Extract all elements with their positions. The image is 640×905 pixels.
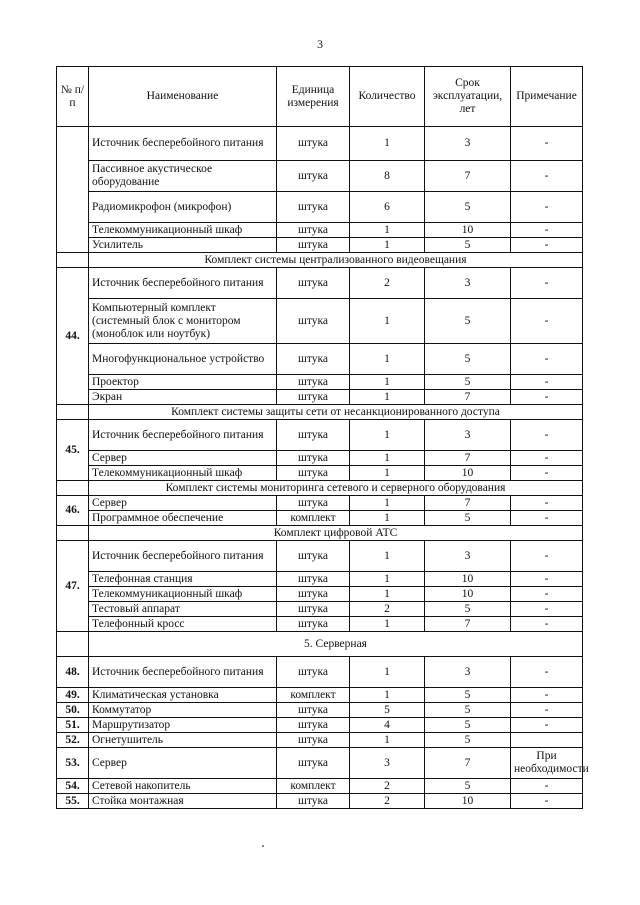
item-note: - <box>511 688 583 703</box>
item-unit: штука <box>277 161 350 192</box>
section-row <box>57 481 583 496</box>
item-note <box>511 733 583 748</box>
item-unit: штука <box>277 617 350 632</box>
item-unit: комплект <box>277 688 350 703</box>
item-service-life: 7 <box>425 161 511 192</box>
table-row <box>57 587 583 602</box>
item-name: Радиомикрофон (микрофон) <box>89 192 277 223</box>
item-quantity: 1 <box>350 688 425 703</box>
item-quantity: 1 <box>350 344 425 375</box>
item-name: Стойка монтажная <box>89 794 277 809</box>
item-unit: комплект <box>277 779 350 794</box>
item-service-life: 5 <box>425 602 511 617</box>
item-note: - <box>511 617 583 632</box>
item-note: - <box>511 496 583 511</box>
item-name: Маршрутизатор <box>89 718 277 733</box>
table-row <box>57 748 583 779</box>
table-row <box>57 344 583 375</box>
item-note: - <box>511 794 583 809</box>
row-number: 51. <box>57 718 89 733</box>
item-note: - <box>511 572 583 587</box>
scan-speck <box>262 845 264 847</box>
table-row <box>57 511 583 526</box>
table-row <box>57 602 583 617</box>
item-quantity: 5 <box>350 703 425 718</box>
item-unit: штука <box>277 344 350 375</box>
section-title: Комплект системы мониторинга сетевого и серверного оборудования <box>89 481 583 496</box>
item-quantity: 1 <box>350 511 425 526</box>
item-quantity: 1 <box>350 587 425 602</box>
item-service-life: 5 <box>425 718 511 733</box>
item-service-life: 5 <box>425 299 511 344</box>
row-number: 54. <box>57 779 89 794</box>
item-service-life: 3 <box>425 268 511 299</box>
item-unit: штука <box>277 223 350 238</box>
section-title: Комплект системы централизованного видеовещания <box>89 253 583 268</box>
equipment-table <box>56 66 589 809</box>
row-number <box>57 526 89 541</box>
item-name: Климатическая установка <box>89 688 277 703</box>
table-header-row <box>57 67 583 127</box>
item-name: Компьютерный комплект (системный блок с монитором (моноблок или ноутбук) <box>89 299 277 344</box>
item-note: - <box>511 420 583 451</box>
table-row <box>57 161 583 192</box>
item-unit: штука <box>277 541 350 572</box>
item-unit: штука <box>277 390 350 405</box>
item-quantity: 1 <box>350 375 425 390</box>
item-name: Сетевой накопитель <box>89 779 277 794</box>
row-number <box>57 632 89 657</box>
row-number: 47. <box>57 541 89 632</box>
item-service-life: 3 <box>425 127 511 161</box>
item-service-life: 5 <box>425 344 511 375</box>
item-name: Телефонная станция <box>89 572 277 587</box>
item-service-life: 5 <box>425 688 511 703</box>
item-name: Источник бесперебойного питания <box>89 420 277 451</box>
item-unit: штука <box>277 127 350 161</box>
item-note: - <box>511 344 583 375</box>
section-title: Комплект цифровой АТС <box>89 526 583 541</box>
item-note: - <box>511 192 583 223</box>
table-row <box>57 794 583 809</box>
table-row <box>57 238 583 253</box>
item-name: Источник бесперебойного питания <box>89 268 277 299</box>
item-quantity: 1 <box>350 127 425 161</box>
table-row <box>57 617 583 632</box>
item-name: Источник бесперебойного питания <box>89 541 277 572</box>
header-unit: Единица измерения <box>277 67 350 127</box>
item-name: Сервер <box>89 451 277 466</box>
item-name: Источник бесперебойного питания <box>89 657 277 688</box>
item-note: - <box>511 779 583 794</box>
item-note: - <box>511 390 583 405</box>
item-note: - <box>511 541 583 572</box>
header-num: № п/п <box>57 67 89 127</box>
item-name: Телекоммуникационный шкаф <box>89 223 277 238</box>
item-note: - <box>511 703 583 718</box>
item-unit: штука <box>277 587 350 602</box>
header-term: Срок эксплуатации, лет <box>425 67 511 127</box>
item-quantity: 3 <box>350 748 425 779</box>
table-row <box>57 223 583 238</box>
item-unit: штука <box>277 238 350 253</box>
row-number <box>57 127 89 253</box>
item-service-life: 5 <box>425 733 511 748</box>
table-row <box>57 375 583 390</box>
row-number: 45. <box>57 420 89 481</box>
item-unit: штука <box>277 268 350 299</box>
item-quantity: 2 <box>350 602 425 617</box>
item-quantity: 1 <box>350 299 425 344</box>
item-note: - <box>511 238 583 253</box>
item-service-life: 10 <box>425 572 511 587</box>
page-number: 3 <box>317 37 323 51</box>
item-quantity: 1 <box>350 617 425 632</box>
item-quantity: 1 <box>350 657 425 688</box>
section-row <box>57 632 583 657</box>
item-service-life: 10 <box>425 794 511 809</box>
item-unit: штука <box>277 657 350 688</box>
item-name: Проектор <box>89 375 277 390</box>
item-quantity: 2 <box>350 268 425 299</box>
item-name: Пассивное акустическое оборудование <box>89 161 277 192</box>
row-number: 50. <box>57 703 89 718</box>
item-service-life: 7 <box>425 390 511 405</box>
row-number: 46. <box>57 496 89 526</box>
table-row <box>57 703 583 718</box>
item-quantity: 1 <box>350 223 425 238</box>
item-service-life: 10 <box>425 223 511 238</box>
item-service-life: 5 <box>425 192 511 223</box>
item-note: - <box>511 657 583 688</box>
item-service-life: 7 <box>425 617 511 632</box>
item-unit: штука <box>277 602 350 617</box>
row-number: 52. <box>57 733 89 748</box>
table-row <box>57 127 583 161</box>
item-name: Экран <box>89 390 277 405</box>
item-quantity: 1 <box>350 733 425 748</box>
row-number <box>57 481 89 496</box>
table-row <box>57 688 583 703</box>
table-row <box>57 541 583 572</box>
item-service-life: 5 <box>425 703 511 718</box>
item-name: Коммутатор <box>89 703 277 718</box>
item-name: Огнетушитель <box>89 733 277 748</box>
item-service-life: 3 <box>425 657 511 688</box>
item-note: При необходимости <box>511 748 583 779</box>
table-row <box>57 718 583 733</box>
item-service-life: 3 <box>425 541 511 572</box>
item-quantity: 1 <box>350 466 425 481</box>
item-note: - <box>511 223 583 238</box>
table-row <box>57 733 583 748</box>
section-row <box>57 253 583 268</box>
item-quantity: 1 <box>350 238 425 253</box>
item-unit: штука <box>277 192 350 223</box>
section-row <box>57 405 583 420</box>
item-note: - <box>511 127 583 161</box>
table-row <box>57 657 583 688</box>
item-service-life: 10 <box>425 587 511 602</box>
table-body <box>57 127 589 809</box>
row-number: 44. <box>57 268 89 405</box>
table-row <box>57 299 583 344</box>
item-quantity: 2 <box>350 794 425 809</box>
item-quantity: 1 <box>350 496 425 511</box>
row-number: 48. <box>57 657 89 688</box>
item-service-life: 7 <box>425 451 511 466</box>
table-row <box>57 390 583 405</box>
item-note: - <box>511 511 583 526</box>
item-quantity: 8 <box>350 161 425 192</box>
header-note: Примечание <box>511 67 583 127</box>
item-quantity: 1 <box>350 390 425 405</box>
item-unit: штука <box>277 375 350 390</box>
item-name: Сервер <box>89 496 277 511</box>
table-row <box>57 451 583 466</box>
item-name: Многофункциональное устройство <box>89 344 277 375</box>
item-note: - <box>511 718 583 733</box>
item-quantity: 2 <box>350 779 425 794</box>
item-quantity: 1 <box>350 451 425 466</box>
table-row <box>57 192 583 223</box>
item-unit: штука <box>277 420 350 451</box>
item-unit: штука <box>277 703 350 718</box>
item-note: - <box>511 587 583 602</box>
item-service-life: 5 <box>425 238 511 253</box>
row-number: 53. <box>57 748 89 779</box>
item-name: Источник бесперебойного питания <box>89 127 277 161</box>
item-unit: штука <box>277 451 350 466</box>
item-note: - <box>511 375 583 390</box>
item-note: - <box>511 466 583 481</box>
item-name: Сервер <box>89 748 277 779</box>
item-name: Телекоммуникационный шкаф <box>89 466 277 481</box>
table-row <box>57 496 583 511</box>
item-unit: штука <box>277 299 350 344</box>
item-name: Программное обеспечение <box>89 511 277 526</box>
section-title: 5. Серверная <box>89 632 583 657</box>
item-name: Тестовый аппарат <box>89 602 277 617</box>
item-unit: штука <box>277 496 350 511</box>
item-quantity: 1 <box>350 420 425 451</box>
item-unit: штука <box>277 733 350 748</box>
section-title: Комплект системы защиты сети от несанкционированного доступа <box>89 405 583 420</box>
table-row <box>57 572 583 587</box>
item-quantity: 4 <box>350 718 425 733</box>
item-service-life: 7 <box>425 748 511 779</box>
item-service-life: 3 <box>425 420 511 451</box>
table-row <box>57 268 583 299</box>
item-unit: комплект <box>277 511 350 526</box>
item-service-life: 7 <box>425 496 511 511</box>
header-name: Наименование <box>89 67 277 127</box>
header-qty: Количество <box>350 67 425 127</box>
item-unit: штука <box>277 718 350 733</box>
row-number: 55. <box>57 794 89 809</box>
table-row <box>57 420 583 451</box>
item-name: Усилитель <box>89 238 277 253</box>
item-quantity: 1 <box>350 541 425 572</box>
item-unit: штука <box>277 572 350 587</box>
item-unit: штука <box>277 794 350 809</box>
item-service-life: 5 <box>425 511 511 526</box>
item-quantity: 6 <box>350 192 425 223</box>
table-row <box>57 466 583 481</box>
item-quantity: 1 <box>350 572 425 587</box>
row-number <box>57 405 89 420</box>
row-number <box>57 253 89 268</box>
item-service-life: 5 <box>425 375 511 390</box>
row-number: 49. <box>57 688 89 703</box>
item-unit: штука <box>277 466 350 481</box>
table-row <box>57 779 583 794</box>
item-note: - <box>511 299 583 344</box>
item-service-life: 5 <box>425 779 511 794</box>
item-note: - <box>511 268 583 299</box>
item-name: Телекоммуникационный шкаф <box>89 587 277 602</box>
item-note: - <box>511 451 583 466</box>
item-name: Телефонный кросс <box>89 617 277 632</box>
item-service-life: 10 <box>425 466 511 481</box>
item-unit: штука <box>277 748 350 779</box>
item-note: - <box>511 161 583 192</box>
section-row <box>57 526 583 541</box>
item-note: - <box>511 602 583 617</box>
